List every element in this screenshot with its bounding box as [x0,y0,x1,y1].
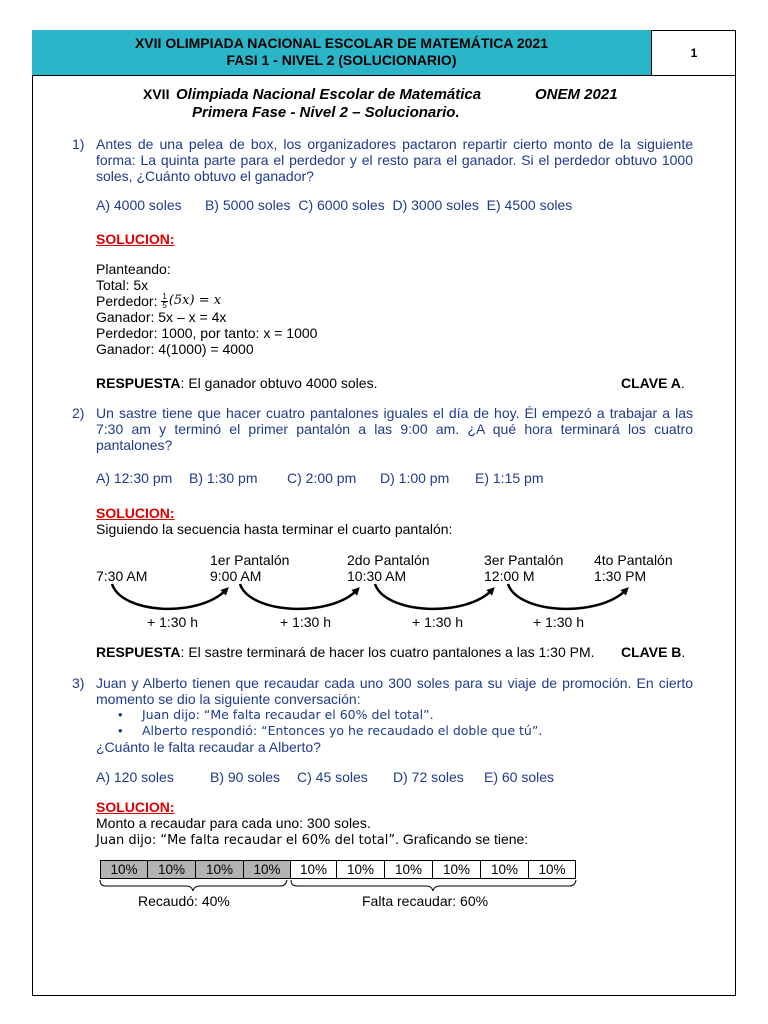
title-prefix: XVII [143,86,170,102]
q1-options: A) 4000 soles B) 5000 soles C) 6000 soles D) 3000 soles E) 4500 soles [96,197,573,213]
q3-number: 3) [72,675,85,691]
bar-cell-collected: 10% [101,861,148,878]
q1-respuesta-text: : El ganador obtuvo 4000 soles. [180,375,378,391]
timeline-arrow-4 [508,584,626,609]
q3-solucion-label: SOLUCION: [96,799,175,815]
timeline-label-1: 1er Pantalón [210,552,290,568]
timeline-label-3: 3er Pantalón [484,552,564,568]
q1-clave-label: CLAVE A [621,375,681,391]
timeline-time-1: 9:00 AM [210,568,262,584]
q3-option-d: D) 72 soles [393,769,464,785]
header-title-line2: FASI 1 - NIVEL 2 (SOLUCIONARIO) [226,52,457,68]
timeline-time-3: 12:00 M [484,568,535,584]
bar-cell-collected: 10% [148,861,196,878]
q3-bullet-item: • Juan dijo: “Me falta recaudar el 60% del total”. [118,707,434,722]
q1-frac-den: 5 [162,300,167,310]
q2-respuesta-label: RESPUESTA [96,644,181,660]
q3-line1: Monto a recaudar para cada uno: 300 soles. [96,815,371,831]
q2-intro: Siguiendo la secuencia hasta terminar el cuarto pantalón: [96,521,453,537]
q3-question: ¿Cuánto le falta recaudar a Alberto? [96,739,321,755]
q1-line: Perdedor: [96,293,162,309]
timeline-time-2: 10:30 AM [347,568,407,584]
brace-remaining [291,880,576,891]
q1-frac-num: 1 [162,291,167,301]
q2-clave-dot: . [681,644,686,660]
q1-line: Planteando: [96,261,171,277]
q1-number: 1) [72,136,85,152]
bar-cell-remaining: 10% [433,861,481,878]
page-number: 1 [690,46,698,60]
q2-option-e: E) 1:15 pm [475,470,544,486]
recaudo-label: Recaudó: 40% [138,893,230,909]
timeline-step-2: + 1:30 h [280,614,331,630]
title-line2: Primera Fase - Nivel 2 – Solucionario. [192,104,460,121]
bar-cell-collected: 10% [196,861,244,878]
q2-clave-label: CLAVE B [621,644,682,660]
falta-label: Falta recaudar: 60% [362,893,489,909]
bar-cell-remaining: 10% [385,861,433,878]
timeline-arrow-3 [375,584,492,609]
q3-option-c: C) 45 soles [297,769,368,785]
bar-cell-remaining: 10% [481,861,529,878]
q1-line: Ganador: 4(1000) = 4000 [96,341,254,357]
header-title-line1: XVII OLIMPIADA NACIONAL ESCOLAR DE MATEMÁTICA 2021 [134,35,549,51]
q3-bullet-item: • Alberto respondió: “Entonces yo he recaudado el doble que tú”. [118,723,543,738]
q2-text: Un sastre tiene que hacer cuatro pantalones iguales el día de hoy. Él empezó a trabajar a las 7:30 am y terminó el primer pantalón a las 9:00 am. ¿A qué hora terminará los cuatro pantalones? [96,405,693,453]
bar-cell-remaining: 10% [337,861,385,878]
bar-cell-collected: 10% [244,861,291,878]
bar-cell-remaining: 10% [538,862,566,877]
q1-clave-dot: . [680,375,685,391]
q2-respuesta-text: : El sastre terminará de hacer los cuatro pantalones a las 1:30 PM. [180,644,595,660]
timeline-step-1: + 1:30 h [147,614,198,630]
q3-option-e: E) 60 soles [484,769,555,785]
q3-text: Juan y Alberto tienen que recaudar cada uno 300 soles para su viaje de promoción. En cierto momento se dio la siguiente conversación: [96,675,693,707]
q1-line: Total: 5x [96,277,149,293]
q3-bullet-text: Juan dijo: “Me falta recaudar el 60% del total”. [142,707,434,722]
q1-solucion-label: SOLUCION: [96,231,175,247]
q1-perdedor-formula: (5x) = x [168,293,222,308]
title-line1: Olimpiada Nacional Escolar de Matemática [176,86,482,103]
timeline-step-4: + 1:30 h [533,614,584,630]
q2-number: 2) [72,405,85,421]
bar-cell-remaining: 10% [291,861,337,878]
q3-bullet-text: Alberto respondió: “Entonces yo he recaudado el doble que tú”. [142,723,543,738]
timeline-label-2: 2do Pantalón [347,552,430,568]
q3-option-a: A) 120 soles [96,769,174,785]
timeline-label-4: 4to Pantalón [594,552,673,568]
q1-text: Antes de una pelea de box, los organizadores pactaron repartir cierto monto de la siguiente forma: La quinta parte para el perdedor y el resto para el ganador. Si el perdedor obtuvo 1000 soles, ¿Cuánto obtuvo el ganador? [96,136,693,184]
timeline-step-3: + 1:30 h [412,614,463,630]
timeline-arrow-2 [240,584,357,609]
q1-line: Ganador: 5x – x = 4x [96,309,227,325]
q2-solucion-label: SOLUCION: [96,505,175,521]
brace-collected [100,880,287,891]
q1-respuesta-label: RESPUESTA [96,375,181,391]
q2-option-d: D) 1:00 pm [380,470,450,486]
timeline-start: 7:30 AM [96,568,148,584]
timeline-arrow-1 [112,584,226,609]
q2-option-a: A) 12:30 pm [96,470,173,486]
q1-line: Perdedor: 1000, por tanto: x = 1000 [96,325,318,341]
q3-line2-quote: Juan dijo: “Me falta recaudar el 60% del total” [96,833,396,848]
q3-option-b: B) 90 soles [210,769,281,785]
title-onem: ONEM 2021 [535,86,618,103]
timeline-time-4: 1:30 PM [594,568,647,584]
q2-option-c: C) 2:00 pm [287,470,357,486]
q3-line2-rest: . Graficando se tiene: [395,831,529,847]
q2-option-b: B) 1:30 pm [189,470,258,486]
